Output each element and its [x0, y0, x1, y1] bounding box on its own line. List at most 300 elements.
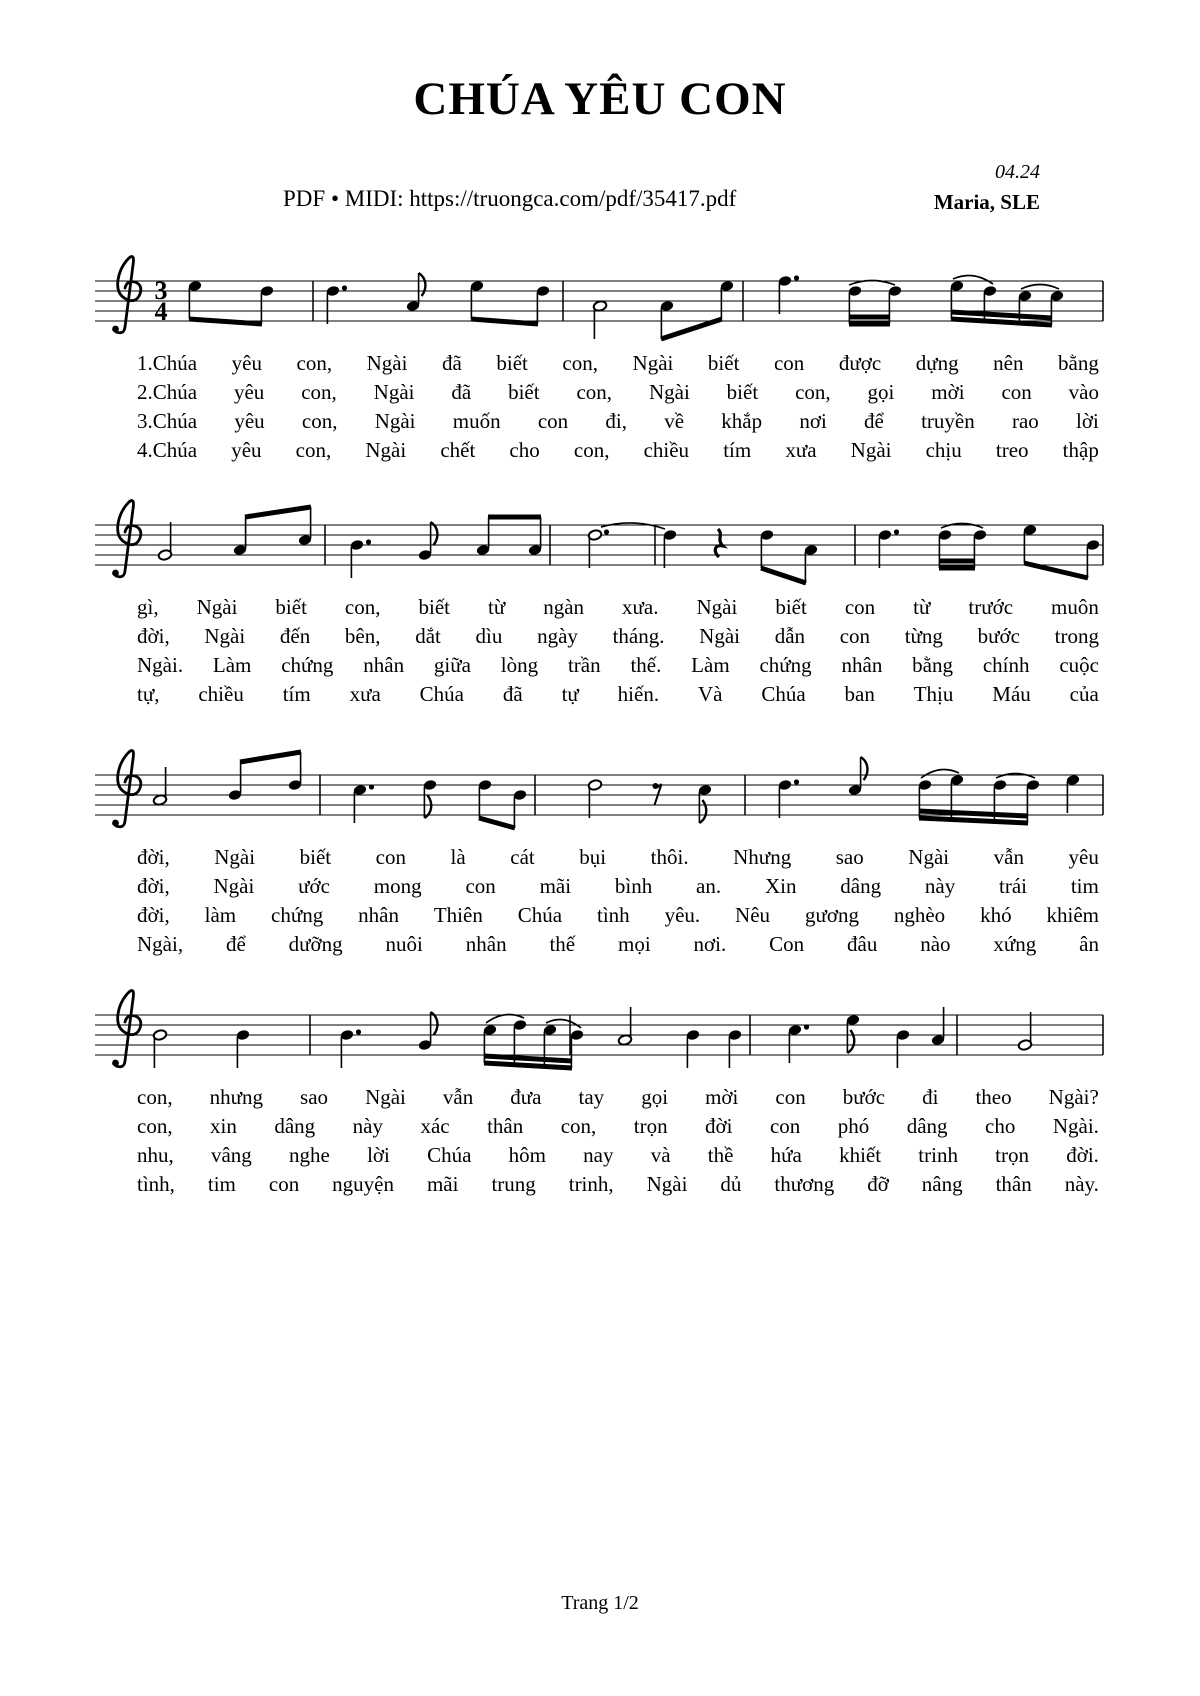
lyric-word: khó	[980, 903, 1012, 927]
lyric-word: hôm	[508, 1143, 546, 1167]
lyric-word: khắp	[721, 409, 763, 433]
lyric-word: Xin	[764, 874, 797, 898]
lyric-word: trái	[999, 874, 1028, 898]
author-name: Maria, SLE	[933, 190, 1040, 214]
lyric-word: xưa	[785, 438, 817, 462]
lyric-word: con	[844, 595, 876, 619]
lyric-line	[95, 622, 1105, 651]
lyric-word: con	[537, 409, 569, 433]
lyric-word: yêu	[233, 380, 265, 404]
lyric-word: chết	[440, 438, 476, 462]
lyrics-block	[95, 843, 1105, 959]
lyric-word: 1.Chúa	[137, 351, 198, 375]
lyric-word: Ngài,	[137, 932, 184, 956]
lyric-word: chiều	[198, 682, 244, 706]
lyric-word: Ngài	[213, 874, 255, 898]
lyric-word: biết	[496, 351, 528, 375]
note	[470, 280, 484, 319]
lyric-word: yêu	[231, 351, 262, 375]
lyric-word: nghe	[289, 1143, 330, 1167]
lyric-word: con,	[573, 438, 610, 462]
lyric-word: đời,	[137, 874, 170, 898]
lyric-word: tim	[207, 1172, 236, 1196]
music-system-2	[0, 477, 1200, 719]
note	[804, 544, 818, 583]
lyric-word: gọi	[867, 380, 895, 404]
lyric-word: xưa	[349, 682, 381, 706]
rest	[715, 529, 723, 557]
lyric-word: Ngài	[204, 624, 246, 648]
lyrics-block	[95, 593, 1105, 709]
lyric-word: thế.	[630, 653, 662, 677]
lyric-word: để	[225, 932, 246, 956]
lyric-word: bụi	[579, 845, 607, 869]
lyric-word: biết	[775, 595, 807, 619]
lyric-word: con,	[344, 595, 381, 619]
lyric-word: con	[769, 1114, 801, 1138]
lyrics-block	[95, 349, 1105, 465]
lyric-word: nhu,	[137, 1143, 174, 1167]
lyric-word: Ngài	[196, 595, 238, 619]
lyric-word: tím	[282, 682, 311, 706]
lyric-word: con,	[576, 380, 613, 404]
lyric-word: chiều	[643, 438, 690, 462]
lyric-word: ngày	[537, 624, 578, 648]
note	[298, 507, 312, 546]
lyric-word: Ngài	[696, 595, 738, 619]
lyric-word: con	[775, 1085, 806, 1109]
lyric-word: con	[268, 1172, 300, 1196]
note	[513, 789, 527, 828]
lyric-word: đời,	[137, 624, 170, 648]
lyric-word: theo	[975, 1085, 1012, 1109]
lyric-word: con,	[795, 380, 831, 404]
lyric-word: trọn	[995, 1143, 1029, 1167]
lyric-word: Nêu	[735, 903, 771, 927]
lyric-word: vâng	[210, 1143, 252, 1167]
note	[698, 784, 712, 823]
note	[478, 779, 492, 818]
lyric-word: tim	[1070, 874, 1099, 898]
svg-text:3: 3	[154, 276, 168, 305]
note	[570, 1029, 584, 1068]
lyric-word: 4.Chúa	[137, 438, 198, 462]
lyric-word: dưỡng	[288, 932, 343, 956]
lyric-word: Nhưng	[733, 845, 792, 869]
lyric-word: thôi.	[650, 845, 689, 869]
lyric-word: bình	[614, 874, 653, 898]
lyric-line	[95, 680, 1105, 709]
note	[1018, 1012, 1033, 1051]
staff	[95, 727, 1105, 839]
lyric-word: xưa.	[622, 595, 659, 619]
lyric-word: đâu	[847, 932, 878, 956]
note	[588, 779, 603, 818]
lyric-word: là	[450, 845, 466, 869]
note	[728, 1029, 742, 1068]
lyric-word: Máu	[992, 682, 1031, 706]
note	[618, 1007, 633, 1046]
lyric-word: con	[773, 351, 805, 375]
song-code: 04.24	[995, 161, 1040, 183]
lyric-word: con,	[301, 380, 337, 404]
lyric-word: Thịu	[913, 682, 954, 706]
time-signature	[155, 276, 168, 326]
lyric-word: cuộc	[1059, 653, 1099, 677]
lyric-word: nghèo	[893, 903, 946, 927]
lyric-word: thân	[487, 1114, 524, 1138]
lyric-word: bằng	[912, 653, 953, 677]
note	[973, 529, 987, 568]
rest	[653, 783, 662, 805]
lyric-word: nơi	[799, 409, 827, 433]
music-system-1	[0, 233, 1200, 475]
note	[236, 1029, 250, 1068]
lyric-word: Ngài	[365, 1085, 406, 1109]
lyric-line	[95, 407, 1105, 436]
lyric-word: Làm	[691, 653, 730, 677]
lyric-word: dắt	[415, 624, 441, 648]
beams	[484, 1056, 572, 1068]
note	[1023, 524, 1037, 563]
note	[1026, 779, 1040, 823]
lyric-word: đã	[502, 682, 523, 706]
note	[233, 517, 247, 556]
lyric-word: nuôi	[385, 932, 423, 956]
lyric-word: bên,	[344, 624, 381, 648]
lyric-word: gì,	[137, 595, 159, 619]
lyric-word: lòng	[500, 653, 539, 677]
lyric-word: Ngài	[373, 380, 415, 404]
note	[896, 1029, 910, 1068]
lyric-word: tình	[596, 903, 630, 927]
lyric-word: xin	[210, 1114, 237, 1138]
note	[1086, 539, 1100, 578]
lyric-word: nâng	[921, 1172, 963, 1196]
lyric-word: đời,	[137, 903, 170, 927]
lyric-word: trinh,	[568, 1172, 614, 1196]
lyric-word: yêu	[231, 438, 262, 462]
lyric-word: biết	[418, 595, 450, 619]
lyric-word: này.	[1064, 1172, 1099, 1196]
lyric-line	[95, 436, 1105, 465]
lyric-word: con,	[301, 409, 338, 433]
beams	[189, 312, 1052, 339]
lyric-word: ngàn	[543, 595, 585, 619]
lyric-word: vẫn	[442, 1085, 474, 1109]
note	[593, 300, 608, 339]
lyric-word: tím	[723, 438, 752, 462]
pdf-midi-line	[283, 186, 736, 212]
lyric-word: gọi	[641, 1085, 669, 1109]
lyric-word: thương	[774, 1172, 835, 1196]
lyric-word: con,	[137, 1114, 173, 1138]
note	[1066, 774, 1080, 813]
note	[788, 1024, 809, 1063]
lyric-word: chứng	[281, 653, 334, 677]
lyric-word: cho	[985, 1114, 1016, 1138]
note	[423, 779, 437, 818]
lyric-word: 3.Chúa	[137, 409, 198, 433]
lyric-word: Ngài.	[137, 653, 184, 677]
lyric-word: nhưng	[209, 1085, 263, 1109]
note	[760, 529, 774, 568]
note	[888, 285, 902, 324]
lyric-word: con,	[562, 351, 598, 375]
note	[188, 280, 202, 319]
lyric-word: Ngài	[908, 845, 950, 869]
lyric-word: yêu	[1068, 845, 1099, 869]
lyric-word: dâng	[840, 874, 882, 898]
lyric-word: đời.	[1066, 1143, 1099, 1167]
lyric-word: Ngài?	[1048, 1085, 1099, 1109]
lyric-word: gương	[804, 903, 859, 927]
lyric-word: này	[352, 1114, 383, 1138]
lyric-word: đã	[451, 380, 472, 404]
lyric-word: mọi	[617, 932, 651, 956]
lyric-word: dâng	[274, 1114, 316, 1138]
lyric-word: sao	[300, 1085, 329, 1109]
pdf-midi-label: PDF • MIDI:	[283, 186, 410, 211]
lyric-word: nơi.	[693, 932, 727, 956]
lyric-word: tự	[561, 682, 579, 706]
lyric-word: nhân	[841, 653, 883, 677]
lyric-word: con,	[560, 1114, 597, 1138]
lyric-word: được	[838, 351, 882, 375]
lyric-word: từ	[488, 595, 506, 619]
lyric-word: từng	[904, 624, 943, 648]
lyric-word: Ngài	[699, 624, 740, 648]
lyric-word: Chúa	[517, 903, 563, 927]
lyric-word: muốn	[452, 409, 501, 433]
lyric-line	[95, 872, 1105, 901]
lyric-word: yêu.	[664, 903, 701, 927]
svg-text:4: 4	[154, 297, 168, 326]
page-number: Trang 1/2	[561, 1592, 639, 1614]
lyric-word: trần	[567, 653, 601, 677]
lyric-line	[95, 901, 1105, 930]
lyric-word: giữa	[433, 653, 471, 677]
lyric-line	[95, 651, 1105, 680]
lyric-word: Thiên	[433, 903, 483, 927]
lyric-word: Chúa	[419, 682, 464, 706]
lyric-word: treo	[995, 438, 1029, 462]
lyric-word: biết	[726, 380, 759, 404]
lyric-word: chứng	[759, 653, 812, 677]
lyric-word: dựng	[915, 351, 959, 375]
lyric-word: Và	[697, 682, 723, 706]
lyric-word: nhân	[465, 932, 507, 956]
lyric-word: muôn	[1051, 595, 1099, 619]
lyric-word: cho	[509, 438, 540, 462]
lyric-word: thề	[707, 1143, 734, 1167]
lyric-line	[95, 593, 1105, 622]
lyric-word: dủ	[720, 1172, 742, 1196]
lyric-word: để	[864, 409, 884, 433]
lyric-word: biết	[707, 351, 740, 375]
lyric-word: thân	[995, 1172, 1032, 1196]
lyric-word: đời,	[137, 845, 170, 869]
note	[353, 784, 374, 823]
note	[1050, 290, 1064, 325]
slurs	[486, 1014, 581, 1028]
lyric-line	[95, 843, 1105, 872]
note	[406, 273, 426, 312]
note	[260, 285, 274, 324]
lyric-word: bằng	[1058, 351, 1099, 375]
lyric-word: Chúa	[761, 682, 806, 706]
lyric-word: Ngài	[850, 438, 892, 462]
lyric-word: xác	[420, 1114, 450, 1138]
lyric-line	[95, 349, 1105, 378]
lyric-word: nay	[583, 1143, 614, 1167]
lyric-word: dâng	[906, 1114, 948, 1138]
lyric-line	[95, 1083, 1105, 1112]
lyric-word: ước	[298, 874, 330, 898]
lyric-word: biết	[299, 845, 332, 869]
lyric-word: đến	[279, 624, 311, 648]
lyric-word: về	[664, 409, 685, 433]
lyric-word: an.	[696, 874, 722, 898]
lyric-word: truyền	[921, 409, 975, 433]
lyric-word: con	[375, 845, 406, 869]
lyric-word: hiến.	[617, 682, 660, 706]
lyric-word: của	[1069, 682, 1099, 706]
lyric-word: thế	[549, 932, 576, 956]
note	[720, 280, 734, 319]
slurs	[601, 523, 983, 529]
lyric-word: tình,	[137, 1172, 175, 1196]
lyric-word: phó	[837, 1114, 870, 1138]
lyric-word: biết	[508, 380, 540, 404]
lyric-word: vẫn	[993, 845, 1024, 869]
note	[686, 1029, 700, 1068]
note	[158, 522, 173, 561]
lyric-word: tháng.	[612, 624, 665, 648]
lyric-word: khiêm	[1046, 903, 1099, 927]
lyric-word: yêu	[234, 409, 265, 433]
lyric-word: đỡ	[867, 1172, 889, 1196]
lyric-word: đời	[705, 1114, 733, 1138]
note	[476, 517, 490, 556]
note	[153, 1029, 168, 1068]
lyric-word: thập	[1062, 438, 1099, 462]
lyric-word: ân	[1079, 932, 1099, 956]
lyric-word: trọn	[633, 1114, 668, 1138]
music-system-4	[0, 967, 1200, 1209]
note	[536, 285, 550, 324]
lyric-word: Ngài	[366, 351, 408, 375]
lyric-word: sao	[835, 845, 864, 869]
lyric-word: lời	[367, 1143, 390, 1167]
lyric-word: nhân	[358, 903, 399, 927]
staff	[95, 967, 1105, 1079]
lyric-word: ban	[844, 682, 875, 706]
note	[848, 757, 868, 796]
lyric-line	[95, 1112, 1105, 1141]
note	[153, 767, 168, 806]
lyric-word: trung	[491, 1172, 536, 1196]
lyric-word: biết	[275, 595, 307, 619]
lyric-word: Ngài	[214, 845, 256, 869]
lyric-word: rao	[1011, 409, 1039, 433]
lyric-word: xứng	[993, 932, 1037, 956]
lyric-word: Ngài	[365, 438, 407, 462]
lyric-word: trước	[968, 595, 1014, 619]
lyric-word: lời	[1076, 409, 1099, 433]
slurs	[921, 769, 1035, 778]
lyric-word: con,	[295, 438, 332, 462]
lyric-word: dẫn	[774, 624, 806, 648]
lyric-word: mong	[373, 874, 422, 898]
lyric-word: nào	[920, 932, 951, 956]
lyric-word: trinh	[918, 1143, 958, 1167]
note	[846, 1014, 860, 1053]
lyric-word: Ngài	[632, 351, 674, 375]
lyric-word: mời	[931, 380, 965, 404]
pdf-link[interactable]: https://truongca.com/pdf/35417.pdf	[409, 186, 737, 211]
lyric-word: bước	[977, 624, 1020, 648]
note	[663, 529, 677, 568]
lyric-line	[95, 1141, 1105, 1170]
lyric-word: con	[839, 624, 871, 648]
lyric-word: vào	[1068, 380, 1099, 404]
lyric-word: Chúa	[427, 1143, 472, 1167]
lyric-word: con	[1001, 380, 1032, 404]
staff	[95, 233, 1105, 345]
lyric-word: con,	[137, 1085, 173, 1109]
lyric-word: mời	[705, 1085, 739, 1109]
lyric-word: Ngài	[374, 409, 416, 433]
lyric-word: Con	[769, 932, 805, 956]
lyric-word: Ngài	[648, 380, 690, 404]
lyric-word: con	[465, 874, 496, 898]
lyric-word: khiết	[839, 1143, 882, 1167]
lyric-word: nguyện	[332, 1172, 394, 1196]
lyric-word: Ngài.	[1052, 1114, 1099, 1138]
lyric-word: này	[924, 874, 956, 898]
lyric-word: Làm	[212, 653, 252, 677]
lyric-word: Ngài	[646, 1172, 688, 1196]
lyric-word: đưa	[510, 1085, 542, 1109]
lyric-line	[95, 378, 1105, 407]
lyric-word: từ	[913, 595, 931, 619]
lyric-word: làm	[204, 903, 237, 927]
lyric-word: hứa	[770, 1143, 802, 1167]
page-title: CHÚA YÊU CON	[413, 73, 787, 125]
lyric-word: đã	[442, 351, 462, 375]
lyric-word: dìu	[475, 624, 503, 648]
lyric-line	[95, 930, 1105, 959]
lyric-word: đi,	[605, 409, 627, 433]
lyric-word: và	[650, 1143, 671, 1167]
lyric-word: 2.Chúa	[137, 380, 198, 404]
lyrics-block	[95, 1083, 1105, 1199]
lyric-word: trong	[1054, 624, 1099, 648]
note	[288, 752, 302, 791]
lyric-word: chứng	[271, 903, 324, 927]
lyric-word: đi	[922, 1085, 939, 1109]
lyric-word: cát	[510, 845, 535, 869]
lyric-word: mãi	[426, 1172, 459, 1196]
lyric-word: chịu	[925, 438, 962, 462]
note	[931, 1007, 945, 1046]
lyric-word: mãi	[539, 874, 572, 898]
lyric-word: nhân	[363, 653, 405, 677]
lyric-word: chính	[982, 653, 1030, 677]
lyric-word: bước	[842, 1085, 886, 1109]
staff	[95, 477, 1105, 589]
